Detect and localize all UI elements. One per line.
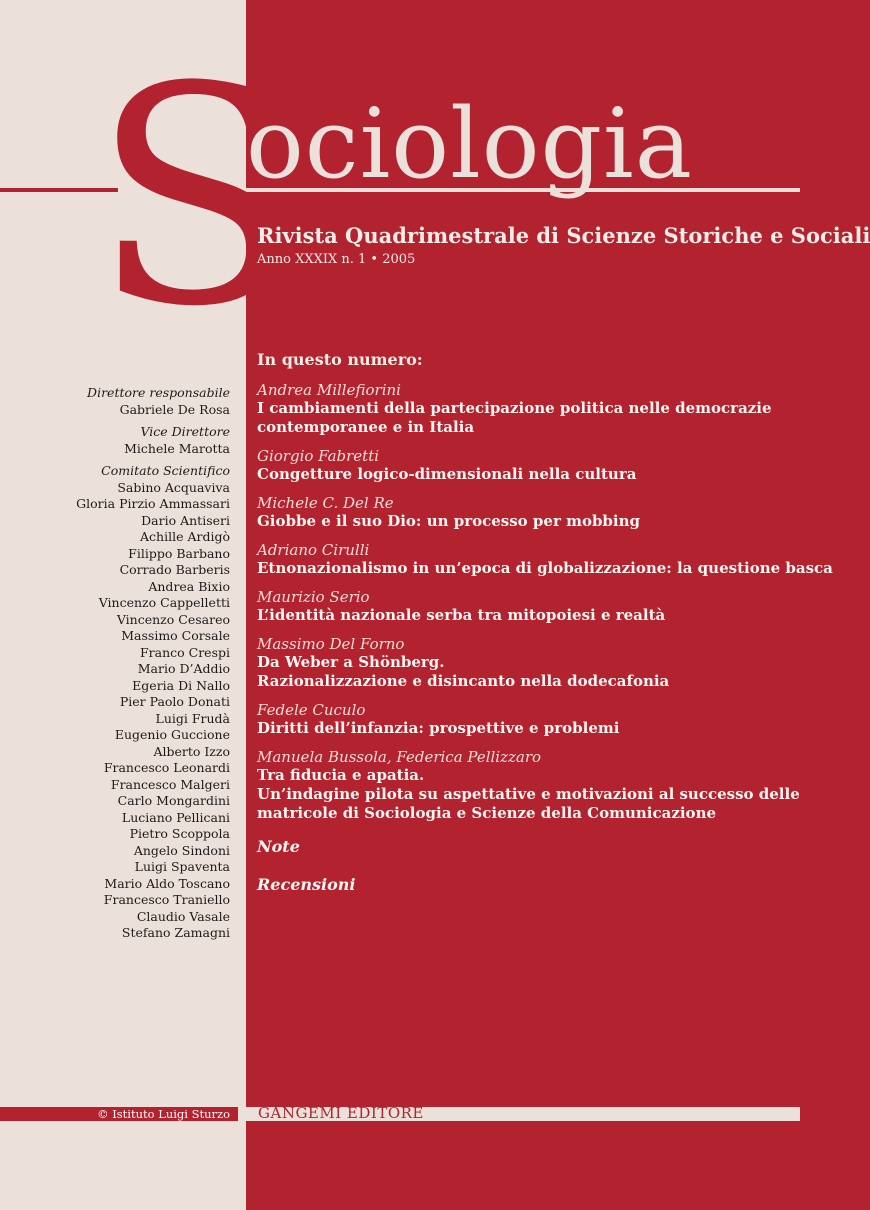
toc-author: Manuela Bussola, Federica Pellizzaro	[257, 748, 542, 766]
toc-author: Massimo Del Forno	[257, 635, 405, 653]
board-member: Eugenio Guccione	[114, 727, 230, 742]
board-member: Stefano Zamagni	[121, 925, 230, 940]
toc-title-line: Congetture logico-dimensionali nella cultura	[257, 465, 637, 483]
toc-author: Adriano Cirulli	[257, 541, 370, 559]
toc-item	[257, 748, 817, 823]
board-member: Luigi Frudà	[155, 710, 230, 726]
board-member: Filippo Barbano	[128, 545, 230, 561]
board-member: Gloria Pirzio Ammassari	[76, 496, 230, 511]
toc-item	[257, 447, 817, 484]
journal-subtitle: Rivista Quadrimestrale di Scienze Storiche e Sociali	[257, 223, 870, 248]
publisher-name: GANGEMI EDITORE	[258, 1104, 424, 1122]
board-member: Pietro Scoppola	[129, 826, 230, 841]
board-member: Vincenzo Cappelletti	[98, 595, 230, 610]
board-role: Direttore responsabile	[87, 385, 230, 400]
toc-title-line: L’identità nazionale serba tra mitopoiesi e realtà	[257, 606, 666, 624]
toc-item	[257, 541, 833, 578]
title-initial: S	[92, 23, 298, 372]
board-member: Massimo Corsale	[121, 628, 230, 643]
board-member: Franco Crespi	[139, 644, 230, 660]
toc-title-line: Da Weber a Shönberg.	[257, 653, 445, 671]
toc-title-line: contemporanee e in Italia	[257, 418, 475, 436]
toc-title-line: Razionalizzazione e disincanto nella dodecafonia	[257, 672, 670, 690]
toc-item	[257, 635, 817, 691]
board-member: Luigi Spaventa	[134, 859, 230, 874]
board-role: Vice Direttore	[140, 424, 230, 439]
toc-title-line: Un’indagine pilota su aspettative e motivazioni al successo delle	[257, 785, 800, 803]
toc-title-line: I cambiamenti della partecipazione politica nelle democrazie	[257, 399, 772, 417]
toc-item	[257, 494, 817, 531]
board-member: Carlo Mongardini	[117, 793, 230, 808]
board-member: Luciano Pellicani	[121, 809, 230, 825]
toc-title-line: Diritti dell’infanzia: prospettive e problemi	[257, 719, 620, 737]
table-of-contents	[257, 381, 833, 913]
board-member: Sabino Acquaviva	[117, 479, 230, 495]
board-member: Francesco Traniello	[103, 892, 230, 907]
toc-title-line: matricole di Sociologia e Scienze della Comunicazione	[257, 804, 717, 822]
board-member: Mario D’Addio	[137, 661, 230, 676]
toc-section-note: Note	[257, 837, 300, 856]
board-member: Gabriele De Rosa	[119, 401, 230, 417]
board-member: Andrea Bixio	[148, 578, 230, 594]
toc-author: Michele C. Del Re	[257, 494, 394, 512]
toc-author: Giorgio Fabretti	[257, 447, 380, 465]
board-member: Claudio Vasale	[136, 908, 230, 924]
toc-section-recensioni: Recensioni	[257, 875, 356, 894]
board-member: Egeria Di Nallo	[132, 677, 230, 693]
toc-item	[257, 701, 817, 738]
board-member: Vincenzo Cesareo	[116, 611, 230, 627]
toc-title-line: Tra fiducia e apatia.	[257, 766, 425, 784]
contents-heading: In questo numero:	[257, 350, 423, 369]
board-member: Alberto Izzo	[153, 743, 230, 759]
board-member: Angelo Sindoni	[133, 842, 230, 858]
toc-author: Andrea Millefiorini	[257, 381, 401, 399]
toc-title-line: Giobbe e il suo Dio: un processo per mobbing	[257, 512, 641, 530]
board-member: Dario Antiseri	[141, 512, 230, 528]
toc-title-line: Etnonazionalismo in un’epoca di globalizzazione: la questione basca	[257, 559, 833, 577]
toc-author: Fedele Cuculo	[257, 701, 366, 719]
toc-author: Maurizio Serio	[257, 588, 370, 606]
toc-item	[257, 381, 817, 437]
board-member: Michele Marotta	[124, 440, 230, 456]
board-role: Comitato Scientifico	[101, 463, 230, 478]
issue-info: Anno XXXIX n. 1 • 2005	[257, 252, 416, 267]
board-member: Corrado Barberis	[119, 562, 230, 577]
board-member: Achille Ardigò	[140, 529, 230, 544]
editorial-board	[0, 385, 230, 942]
board-member: Francesco Malgeri	[110, 776, 230, 792]
board-member: Pier Paolo Donati	[119, 694, 230, 709]
copyright: © Istituto Luigi Sturzo	[0, 1107, 238, 1121]
board-member: Francesco Leonardi	[103, 760, 230, 775]
board-member: Mario Aldo Toscano	[104, 875, 230, 891]
journal-title: ociologia	[246, 88, 693, 200]
toc-item	[257, 588, 817, 625]
